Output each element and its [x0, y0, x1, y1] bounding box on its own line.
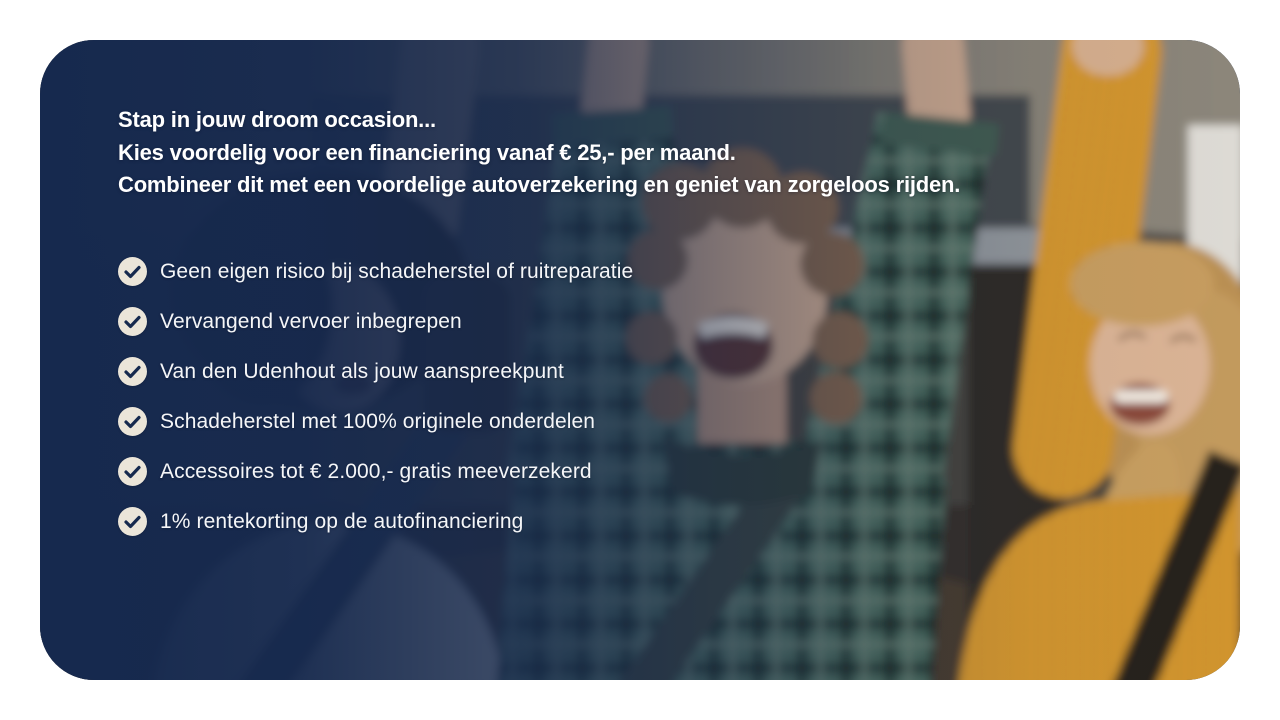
benefit-row: [118, 297, 1118, 347]
benefit-row: [118, 347, 1118, 397]
promo-heading: [118, 104, 1118, 202]
benefit-row: [118, 447, 1118, 497]
check-icon: [118, 507, 147, 536]
benefit-row: [118, 397, 1118, 447]
benefit-row: [118, 247, 1118, 297]
benefit-label: Schadeherstel met 100% originele onderdelen: [160, 409, 596, 433]
promo-card: [40, 40, 1240, 680]
benefit-label: Accessoires tot € 2.000,- gratis meeverzekerd: [160, 459, 592, 483]
benefits-list: [118, 247, 1118, 547]
check-icon: [118, 257, 147, 286]
benefit-row: [118, 497, 1118, 547]
check-icon: [118, 357, 147, 386]
heading-line-1: Stap in jouw droom occasion...: [118, 107, 436, 132]
benefit-label: Van den Udenhout als jouw aanspreekpunt: [160, 359, 564, 383]
benefit-label: 1% rentekorting op de autofinanciering: [160, 509, 524, 533]
heading-line-2: Kies voordelig voor een financiering vanaf € 25,- per maand.: [118, 139, 736, 165]
check-icon: [118, 457, 147, 486]
benefit-label: Vervangend vervoer inbegrepen: [160, 309, 462, 333]
check-icon: [118, 407, 147, 436]
card-content: [118, 104, 1118, 547]
benefit-label: Geen eigen risico bij schadeherstel of ruitreparatie: [160, 259, 634, 283]
heading-line-3: Combineer dit met een voordelige autoverzekering en geniet van zorgeloos rijden.: [118, 172, 961, 197]
check-icon: [118, 307, 147, 336]
